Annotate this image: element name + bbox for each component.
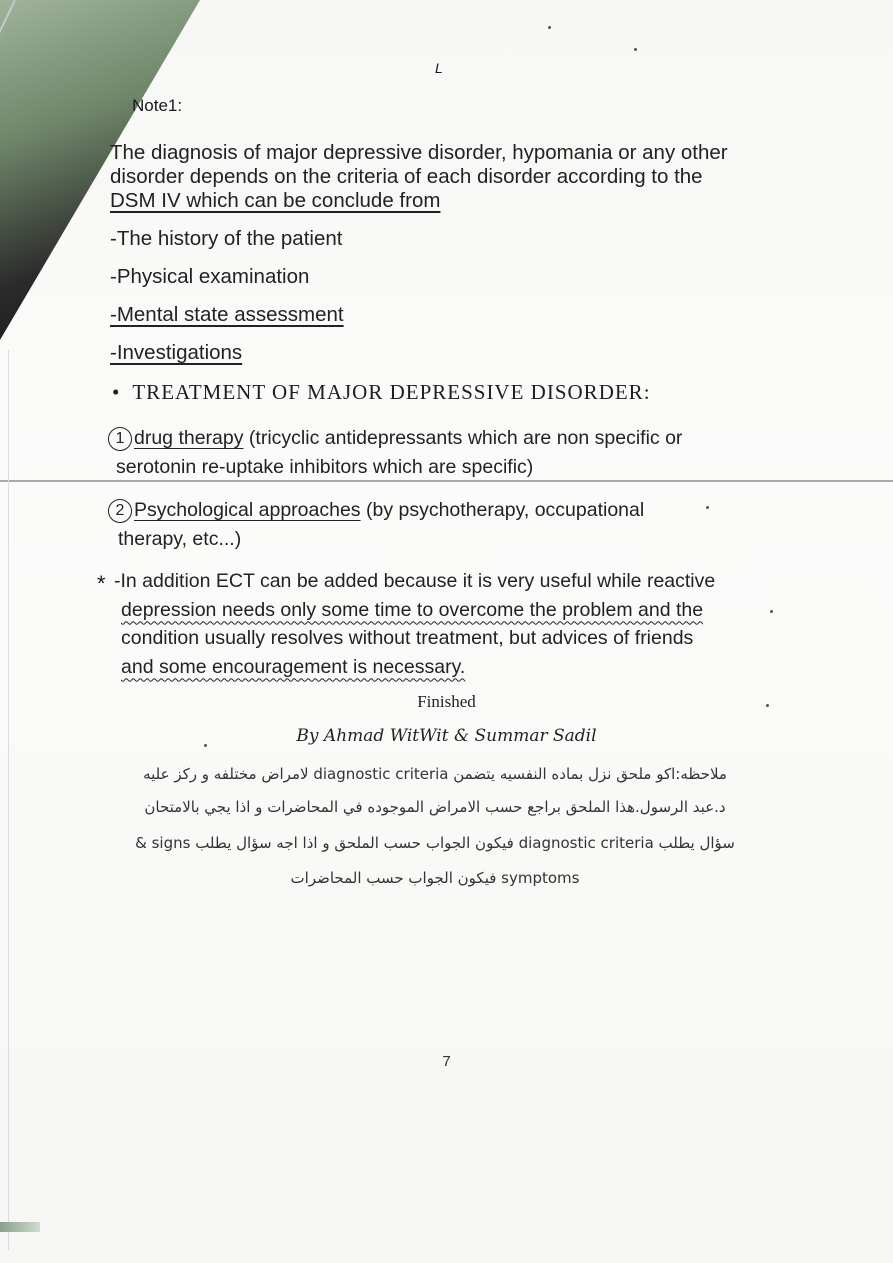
scan-left-edge xyxy=(8,350,9,1250)
item-title: Psychological approaches xyxy=(134,499,361,521)
source-history: -The history of the patient xyxy=(110,227,343,250)
source-investigations: -Investigations xyxy=(110,341,243,364)
treatment-item-psychological xyxy=(108,496,644,554)
author-byline: By Ahmad WitWit & Summar Sadil xyxy=(296,726,597,746)
arabic-note-line: د.عبد الرسول.هذا الملحق براجع حسب الامراض الموجوده في المحاضرات و اذا يجي بالامتحان xyxy=(144,798,726,816)
item-text: therapy, etc...) xyxy=(118,528,242,550)
diagnosis-paragraph xyxy=(110,141,740,213)
heading-text: TREATMENT OF MAJOR DEPRESSIVE DISORDER: xyxy=(132,380,651,404)
source-physical: -Physical examination xyxy=(110,265,310,288)
finished-label: Finished xyxy=(417,692,476,711)
note-label: Note1: xyxy=(132,96,183,115)
scan-speck xyxy=(548,26,551,29)
arabic-note-line: symptoms فيكون الجواب حسب المحاضرات xyxy=(290,869,580,887)
page-number: 7 xyxy=(442,1053,451,1070)
star-mark-icon: * xyxy=(96,571,105,596)
arabic-note-line: ملاحظه:اكو ملحق نزل بماده النفسيه يتضمن diagnostic criteria لامراض مختلفه و ركز عليه xyxy=(143,765,727,783)
bullet-icon: • xyxy=(112,380,121,404)
arabic-note-line: سؤال يطلب diagnostic criteria فيكون الجواب حسب الملحق و اذا اجه سؤال يطلب signs & xyxy=(135,834,735,852)
item-text: (tricyclic antidepressants which are non specific or xyxy=(243,427,683,449)
scan-speck xyxy=(770,610,773,613)
scan-bottom-mark xyxy=(0,1222,40,1232)
circled-number-icon: 1 xyxy=(108,427,132,451)
item-title: drug therapy xyxy=(134,427,244,449)
circled-number-icon: 2 xyxy=(108,499,132,523)
scan-speck xyxy=(634,48,637,51)
item-text: (by psychotherapy, occupational xyxy=(360,499,645,521)
scan-speck xyxy=(706,506,709,509)
corner-mark: L xyxy=(435,60,443,76)
treatment-item-drug-therapy xyxy=(108,424,682,482)
paragraph-line: disorder depends on the criteria of each disorder according to the xyxy=(110,165,703,188)
paragraph-line: DSM IV which can be conclude from xyxy=(110,189,441,212)
paragraph-line: condition usually resolves without treatment, but advices of friends xyxy=(121,627,694,649)
ect-paragraph xyxy=(114,567,715,681)
paragraph-line: -In addition ECT can be added because it is very useful while reactive xyxy=(114,570,716,592)
paragraph-line: and some encouragement is necessary. xyxy=(121,655,466,678)
item-text: serotonin re-uptake inhibitors which are specific) xyxy=(116,456,534,478)
source-mental-state: -Mental state assessment xyxy=(110,303,344,326)
paragraph-line: The diagnosis of major depressive disorder, hypomania or any other xyxy=(110,141,728,164)
treatment-heading xyxy=(112,380,651,405)
paragraph-line: depression needs only some time to overcome the problem and the xyxy=(121,598,704,621)
